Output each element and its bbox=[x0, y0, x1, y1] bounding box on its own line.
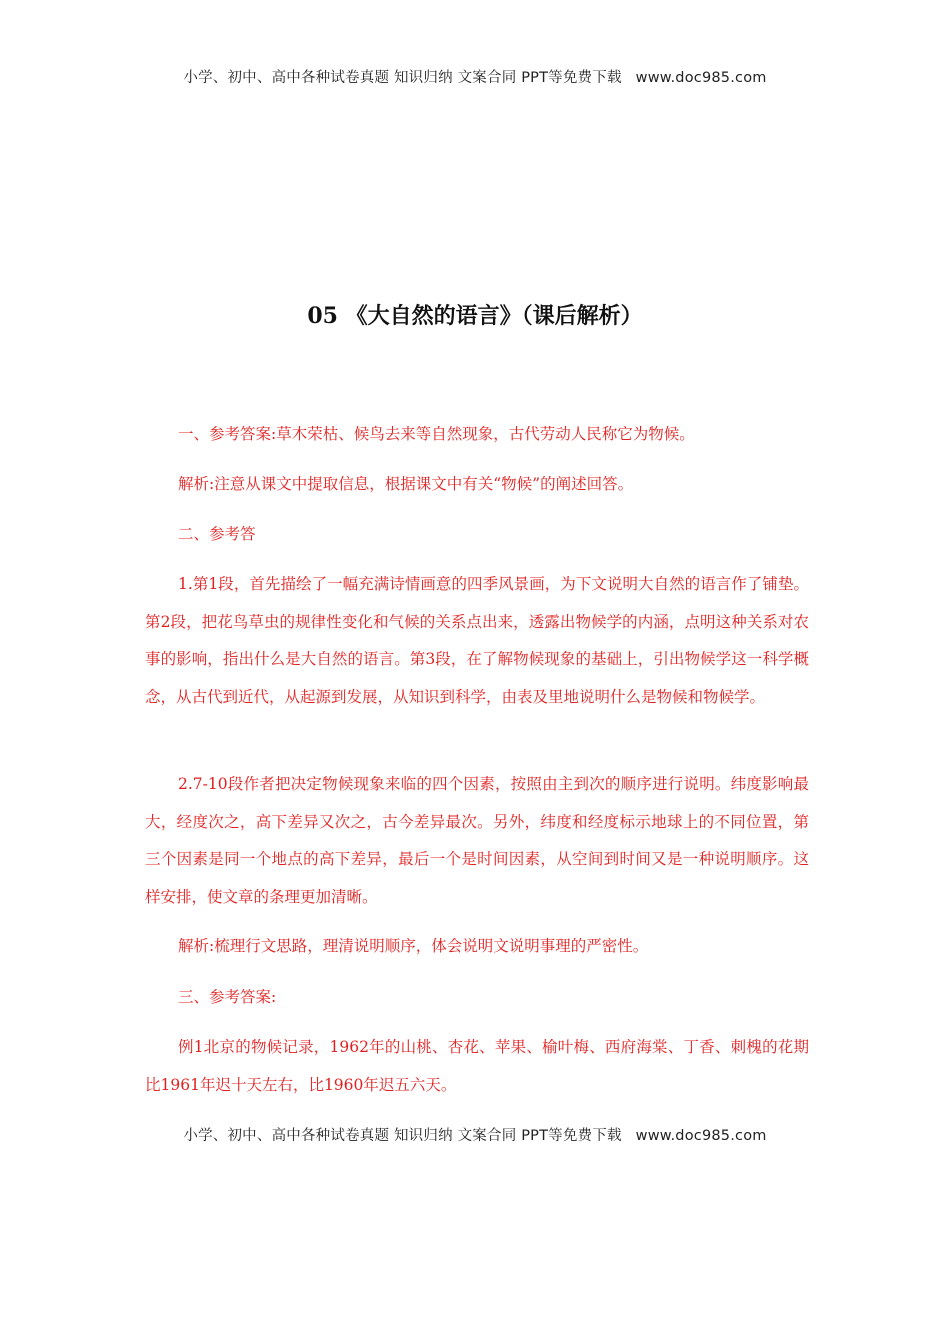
q2-item-1: 1.第1段，首先描绘了一幅充满诗情画意的四季风景画，为下文说明大自然的语言作了铺垫。第2段，把花鸟草虫的规律性变化和气候的关系点出来，透露出物候学的内涵，点明这种关系对农事的影响，指出什么是大自然的语言。第3段，在了解物候现象的基础上，引出物候学这一科学概念，从古代到近代，从起源到发展，从知识到科学，由表及里地说明什么是物候和物候学。 bbox=[145, 575, 809, 706]
q2-analysis: 解析:梳理行文思路，理清说明顺序，体会说明文说明事理的严密性。 bbox=[178, 937, 649, 955]
footer-text: 小学、初中、高中各种试卷真题 知识归纳 文案合同 PPT等免费下载 bbox=[183, 1128, 622, 1144]
q3-example: 例1北京的物候记录，1962年的山桃、杏花、苹果、榆叶梅、西府海棠、丁香、刺槐的花期比1961年迟十天左右，比1960年迟五六天。 bbox=[145, 1038, 809, 1094]
header-site-link[interactable]: www.doc985.com bbox=[635, 70, 767, 86]
header-text: 小学、初中、高中各种试卷真题 知识归纳 文案合同 PPT等免费下载 bbox=[183, 70, 622, 86]
q1-analysis: 解析:注意从课文中提取信息，根据课文中有关“物候”的阐述回答。 bbox=[178, 475, 634, 493]
q2-heading: 二、参考答 bbox=[178, 525, 256, 543]
q1-answer: 一、参考答案:草木荣枯、候鸟去来等自然现象，古代劳动人民称它为物候。 bbox=[178, 425, 695, 443]
q2-item-2: 2.7-10段作者把决定物候现象来临的四个因素，按照由主到次的顺序进行说明。纬度影响最大，经度次之，高下差异又次之，古今差异最次。另外，纬度和经度标示地球上的不同位置，第三个因素是同一个地点的高下差异，最后一个是时间因素，从空间到时间又是一种说明顺序。这样安排，使文章的条理更加清晰。 bbox=[145, 775, 809, 906]
q3-heading: 三、参考答案: bbox=[178, 988, 277, 1006]
document-title: 05 《大自然的语言》（课后解析） bbox=[307, 303, 643, 329]
page-footer bbox=[0, 1124, 950, 1145]
page-header bbox=[0, 66, 950, 87]
footer-site-link[interactable]: www.doc985.com bbox=[635, 1128, 767, 1144]
